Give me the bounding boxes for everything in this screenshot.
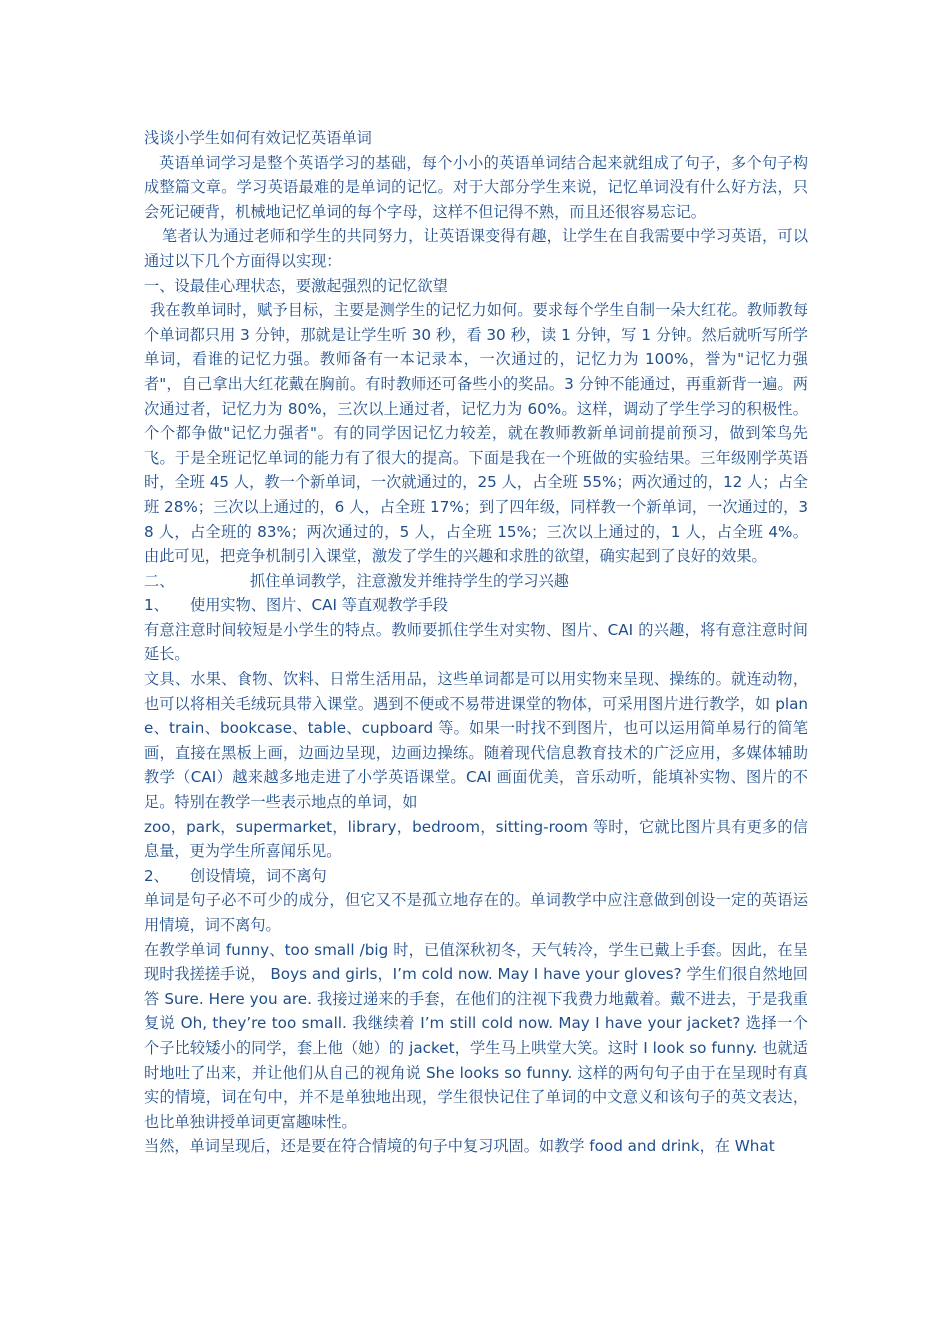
subsection-heading-2-1-number: 1、 — [144, 596, 169, 615]
paragraph-funny-example: 在教学单词 funny、too small /big 时，已值深秋初冬，天气转冷，学生已戴上手套。因此，在呈现时我搓搓手说， Boys and girls，I’m cold now. May I have your gloves? 学生们很自然地回答 Sure. Here you are. 我接过递来的手套，在他们的注视下我费力地戴着。戴不进去，于是我重复说 Oh, they’re too small. 我继续着 I’m still cold now. May I have your jacket? 选择一个个子比较矮小的同学，套上他（她）的 jacket，学生马上哄堂大笑。这时 I look so funny. 也就适时地吐了出来，并让他们从自己的视角说 She looks so funny. 这样的两句句子由于在呈现时有真实的情境，词在句中，并不是单独地出现，学生很快记住了单词的中文意义和该句子的英文表达，也比单独讲授单词更富趣味性。 — [144, 940, 808, 1131]
document-title: 浅谈小学生如何有效记忆英语单词 — [144, 129, 372, 147]
paragraph-approach: 笔者认为通过老师和学生的共同努力，让英语课变得有趣，让学生在自我需要中学习英语，可以通过以下几个方面得以实现： — [144, 227, 808, 270]
paragraph-review: 当然，单词呈现后，还是要在符合情境的句子中复习巩固。如教学 food and drink，在 What — [144, 1137, 775, 1156]
subsection-heading-2-2-text: 创设情境，词不离句 — [190, 866, 327, 885]
paragraph-memory-test: 我在教单词时，赋予目标，主要是测学生的记忆力如何。要求每个学生自制一朵大红花。教师教每个单词都只用 3 分钟，那就是让学生听 30 秒，看 30 秒，读 1 分钟，写 1 分钟。然后就听写所学单词，看谁的记忆力强。教师备有一本记录本，一次通过的，记忆力为 100%，誉为"记忆力强者"，自己拿出大红花戴在胸前。有时教师还可备些小的奖品。3 分钟不能通过，再重新背一遍。两次通过者，记忆力为 80%，三次以上通过者，记忆力为 60%。这样，调动了学生学习的积极性。个个都争做"记忆力强者"。有的同学因记忆力较差，就在教师教新单词前提前预习，做到笨鸟先飞。于是全班记忆单词的能力有了很大的提高。下面是我在一个班做的实验结果。三年级刚学英语时，全班 45 人，教一个新单词，一次就通过的，25 人，占全班 55%；两次通过的，12 人；占全班 28%；三次以上通过的，6 人，占全班 17%；到了四年级，同样教一个新单词，一次通过的，38 人，占全班的 83%；两次通过的，5 人，占全班 15%；三次以上通过的，1 人，占全班 4%。由此可见，把竞争机制引入课堂，激发了学生的兴趣和求胜的欲望，确实起到了良好的效果。 — [144, 301, 808, 566]
paragraph-attention: 有意注意时间较短是小学生的特点。教师要抓住学生对实物、图片、CAI 的兴趣，将有意注意时间延长。 — [144, 620, 808, 664]
subsection-heading-2-1-text: 使用实物、图片、CAI 等直观教学手段 — [190, 596, 449, 615]
paragraph-intro: 英语单词学习是整个英语学习的基础，每个小小的英语单词结合起来就组成了句子，多个句子构成整篇文章。学习英语最难的是单词的记忆。对于大部分学生来说，记忆单词没有什么好方法，只会死记硬背，机械地记忆单词的每个字母，这样不但记得不熟，而且还很容易忘记。 — [144, 153, 808, 221]
section-heading-2-number: 二、 — [144, 571, 175, 590]
paragraph-places: zoo，park，supermarket，library，bedroom，sitting-room 等时，它就比图片具有更多的信息量，更为学生所喜闻乐见。 — [144, 817, 808, 861]
subsection-heading-2-2-number: 2、 — [144, 866, 169, 885]
paragraph-context: 单词是句子必不可少的成分，但它又不是孤立地存在的。单词教学中应注意做到创设一定的英语运用情境，词不离句。 — [144, 891, 808, 934]
section-heading-2-text: 抓住单词教学，注意激发并维持学生的学习兴趣 — [250, 571, 569, 590]
paragraph-objects-pictures: 文具、水果、食物、饮料、日常生活用品，这些单词都是可以用实物来呈现、操练的。就连动物，也可以将相关毛绒玩具带入课堂。遇到不便或不易带进课堂的物体，可采用图片进行教学，如 plane、train、bookcase、table、cupboard 等。如果一时找不到图片，也可以运用简单易行的简笔画，直接在黑板上画，边画边呈现，边画边操练。随着现代信息教育技术的广泛应用，多媒体辅助教学（CAI）越来越多地走进了小学英语课堂。CAI 画面优美，音乐动听，能填补实物、图片的不足。特别在教学一些表示地点的单词，如 — [144, 670, 808, 812]
section-heading-1: 一、设最佳心理状态，要激起强烈的记忆欲望 — [144, 276, 448, 295]
subsection-heading-2-2 — [144, 864, 808, 889]
subsection-heading-2-1 — [144, 593, 808, 618]
section-heading-2 — [144, 569, 808, 594]
document-body — [144, 126, 808, 1159]
